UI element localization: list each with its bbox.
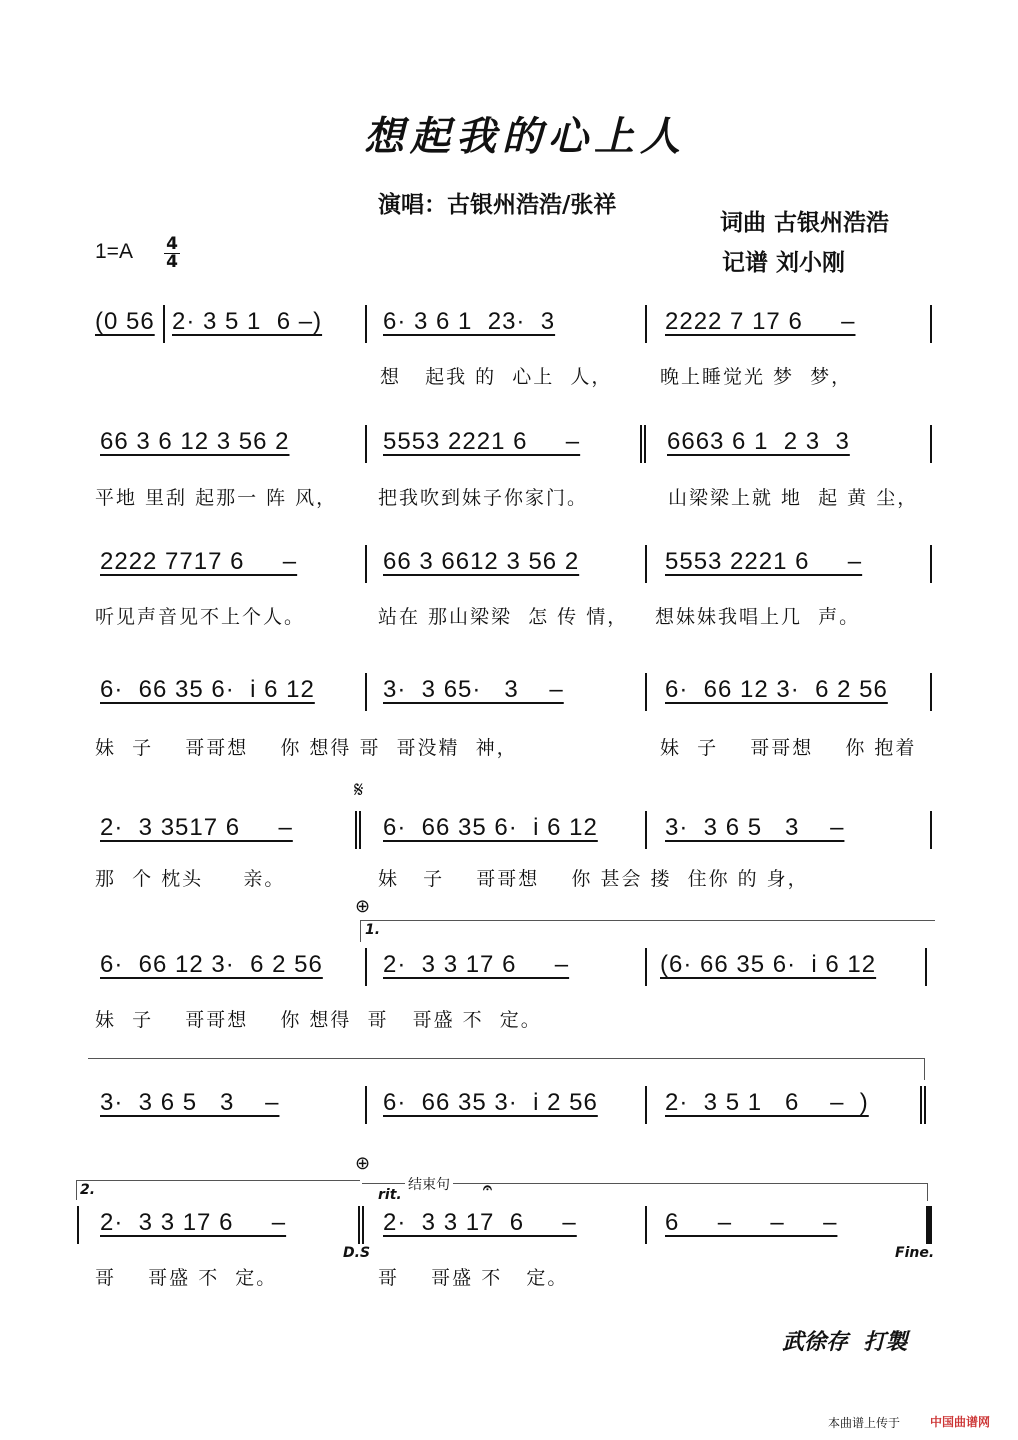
- barline: [365, 1086, 367, 1124]
- barline: [365, 545, 367, 583]
- measure: 2222 7 17 6 –: [665, 308, 856, 335]
- measure: 6663 6 1 2 3 3: [667, 428, 850, 455]
- double-barline: [358, 1206, 364, 1244]
- barline: [645, 1086, 647, 1124]
- measure: 5553 2221 6 –: [665, 548, 863, 575]
- barline: [365, 673, 367, 711]
- measure: 6· 66 12 3· 6 2 56: [665, 676, 888, 703]
- volta-bracket-edge: [76, 1180, 77, 1200]
- measure: 2· 3 5 1 6 – ): [665, 1089, 869, 1116]
- lyric-line: 哥 哥盛 不 定。: [95, 1267, 278, 1289]
- barline: [77, 1206, 79, 1244]
- measure: 5553 2221 6 –: [383, 428, 581, 455]
- lyric-line: 妹 子 哥哥想 你 想得 哥 哥没精 神，: [95, 737, 518, 759]
- measure: 2· 3 3517 6 –: [100, 814, 293, 841]
- final-barline: [926, 1206, 932, 1244]
- repeat-start-barline: [640, 425, 646, 463]
- barline: [645, 673, 647, 711]
- measure: 6· 3 6 1 23· 3: [383, 308, 556, 335]
- volta-bracket: [88, 1058, 925, 1059]
- key-signature: 1=A: [95, 240, 133, 263]
- barline: [930, 305, 932, 343]
- rit-mark: rit.: [378, 1187, 402, 1203]
- lyric-line: 妹 子 哥哥想 你 甚会 搂 住你 的 身，: [378, 868, 809, 890]
- ending-label: 结束句: [405, 1174, 453, 1194]
- measure: (6· 66 35 6· i 6 12: [660, 951, 877, 978]
- barline: [930, 811, 932, 849]
- measure: 2· 3 3 17 6 –: [100, 1209, 287, 1236]
- meter-top: 4: [166, 234, 178, 254]
- lyric-line: 妹 子 哥哥想 你 抱着: [660, 737, 917, 759]
- coda-icon: ⊕: [355, 1153, 371, 1174]
- barline: [365, 948, 367, 986]
- volta-bracket-edge: [924, 1058, 925, 1080]
- barline: [925, 948, 927, 986]
- transcriber-credit: 记谱 刘小刚: [722, 250, 846, 276]
- lyric-line: 平地 里刮 起那一 阵 风，: [95, 487, 338, 509]
- barline: [645, 305, 647, 343]
- measure: 6· 66 12 3· 6 2 56: [100, 951, 323, 978]
- lyric-line: 想 起我 的 心上 人，: [380, 366, 613, 388]
- time-signature: [164, 236, 180, 271]
- barline: [645, 811, 647, 849]
- barline: [930, 425, 932, 463]
- lyric-line: 山梁梁上就 地 起 黄 尘，: [668, 487, 919, 509]
- segno-icon: 𝄋: [354, 778, 364, 803]
- volta-bracket: [360, 920, 935, 921]
- ds-mark: D.S: [343, 1245, 371, 1261]
- measure: 6 – – –: [665, 1209, 838, 1236]
- barline: [163, 305, 165, 343]
- volta-1-label: 1.: [365, 922, 381, 938]
- measure: 6· 66 35 6· i 6 12: [100, 676, 315, 703]
- footer-text: 本曲谱上传于: [828, 1416, 901, 1430]
- measure: 2· 3 3 17 6 –: [383, 951, 570, 978]
- lyric-line: 站在 那山梁梁 怎 传 情，: [378, 606, 629, 628]
- composer-credit: 词曲 古银州浩浩: [720, 210, 890, 236]
- song-title: 想起我的心上人: [364, 113, 686, 160]
- ending-bracket-edge: [927, 1183, 928, 1201]
- lyric-line: 晚上睡觉光 梦 梦，: [660, 366, 853, 388]
- volta-bracket-edge: [360, 920, 361, 942]
- measure: 6· 66 35 3· i 2 56: [383, 1089, 598, 1116]
- lyric-line: 那 个 枕头 亲。: [95, 868, 286, 890]
- volta-2-label: 2.: [80, 1182, 96, 1198]
- lyric-line: 把我吹到妹子你家门。: [378, 487, 589, 509]
- measure: 3· 3 6 5 3 –: [665, 814, 845, 841]
- barline: [365, 305, 367, 343]
- engraver-credit: 武徐存 打製: [782, 1329, 908, 1355]
- barline: [930, 673, 932, 711]
- lyric-line: 妹 子 哥哥想 你 想得 哥 哥盛 不 定。: [95, 1009, 542, 1031]
- barline: [930, 545, 932, 583]
- measure: 2· 3 3 17 6 –: [383, 1209, 577, 1236]
- site-logo: 中国曲谱网: [930, 1415, 991, 1429]
- fine-mark: Fine.: [895, 1245, 935, 1261]
- measure: 66 3 6612 3 56 2: [383, 548, 580, 575]
- fermata-icon: 𝄐: [483, 1178, 492, 1197]
- lyric-line: 听见声音见不上个人。: [95, 606, 306, 628]
- barline: [645, 1206, 647, 1244]
- measure: 2222 7717 6 –: [100, 548, 298, 575]
- barline: [645, 948, 647, 986]
- singer-credit: 演唱：古银州浩浩/张祥: [378, 192, 617, 218]
- lyric-line: 想妹妹我唱上几 声。: [655, 606, 861, 628]
- double-barline: [355, 811, 361, 849]
- measure: 2· 3 5 1 6 –): [172, 308, 323, 335]
- measure: 66 3 6 12 3 56 2: [100, 428, 290, 455]
- measure: 3· 3 6 5 3 –: [100, 1089, 280, 1116]
- meter-bottom: 4: [164, 253, 180, 271]
- measure: 3· 3 65· 3 –: [383, 676, 564, 703]
- measure: 6· 66 35 6· i 6 12: [383, 814, 598, 841]
- barline: [365, 425, 367, 463]
- barline: [645, 545, 647, 583]
- coda-icon: ⊕: [355, 896, 371, 917]
- lyric-line: 哥 哥盛 不 定。: [378, 1267, 569, 1289]
- repeat-end-barline: [920, 1086, 926, 1124]
- measure: (0 56: [95, 308, 155, 335]
- volta-bracket: [76, 1180, 360, 1181]
